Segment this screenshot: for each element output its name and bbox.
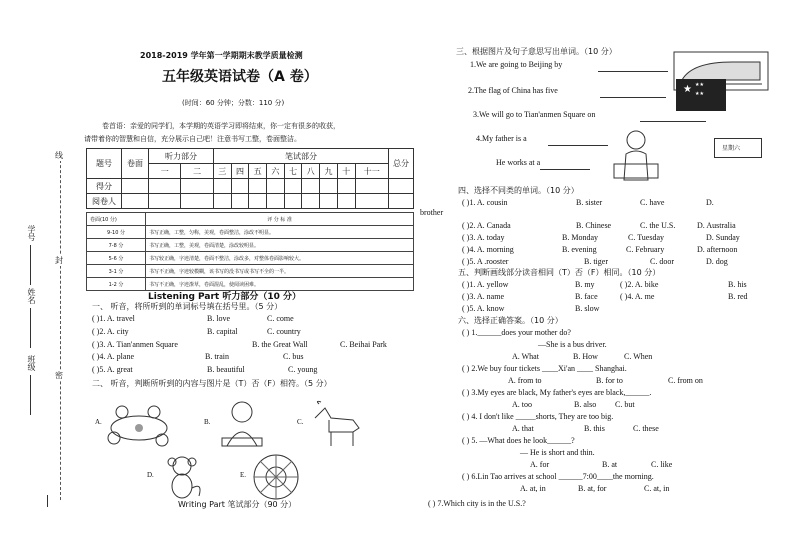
q5-item: ( )1. A. yellow <box>462 280 509 289</box>
class-label: 班级 <box>27 355 36 371</box>
q6-option: B. also <box>574 400 597 409</box>
family-dinner-picture <box>104 400 174 450</box>
q1-item-a: ( )5. A. great <box>92 365 133 374</box>
q6-option: B. this <box>584 424 605 433</box>
horse-picture <box>307 398 367 450</box>
reviewer-cell[interactable] <box>149 194 181 209</box>
q3-item: 1.We are going to Beijing by <box>470 60 563 69</box>
q2-picture-area <box>92 396 412 504</box>
score-cell[interactable] <box>284 179 302 194</box>
score-cell[interactable] <box>389 179 414 194</box>
rubric-desc: 书写正确，工整，美观，卷面清楚，涂改较明显。 <box>146 239 414 252</box>
rubric-score: 5-6 分 <box>87 252 146 265</box>
score-cell[interactable] <box>320 179 338 194</box>
q4-item-c: C. Tuesday <box>628 233 665 242</box>
reviewer-cell[interactable] <box>213 194 231 209</box>
writing-part-title: Writing Part 笔试部分（90 分） <box>178 500 297 509</box>
score-head-writing: 笔试部分 <box>213 149 388 164</box>
q5-item: B. red <box>728 292 748 301</box>
score-cell[interactable] <box>355 179 388 194</box>
q6-question: ( ) 2.We buy four tickets ____Xi'an ____ Shanghai. <box>462 364 627 373</box>
rubric-table <box>86 212 414 291</box>
q6-question: ( ) 4. I don't like _____shorts, They are too big. <box>462 412 614 421</box>
score-cell[interactable] <box>213 179 231 194</box>
svg-text:★★: ★★ <box>695 82 704 88</box>
calendar-picture <box>714 138 762 158</box>
reviewer-cell[interactable] <box>249 194 267 209</box>
q1-item-b: B. the Great Wall <box>252 340 308 349</box>
q6-option: B. at, for <box>578 484 607 493</box>
q6-question: ( ) 3.My eyes are black, My father's eyes are black,______. <box>462 388 652 397</box>
q6-option: A. at, in <box>520 484 546 493</box>
score-head-paper: 卷面 <box>122 149 149 179</box>
score-col: 二 <box>181 164 213 179</box>
pic-label: D. <box>147 471 154 479</box>
q6-answer-line: — He is short and thin. <box>520 448 595 457</box>
seal-char: 封 <box>55 256 63 265</box>
score-col: 五 <box>249 164 267 179</box>
q6-option: C. like <box>651 460 673 469</box>
q5-item: B. his <box>728 280 747 289</box>
score-cell[interactable] <box>267 179 285 194</box>
answer-blank[interactable] <box>600 97 666 98</box>
class-blank <box>30 375 31 415</box>
q1-item-a: ( )3. A. Tian'anmen Square <box>92 340 178 349</box>
q1-title: 一、 听音，将所听到的单词标号填在括号里。（5 分） <box>92 302 283 311</box>
svg-text:★: ★ <box>683 84 692 95</box>
score-cell[interactable] <box>181 179 213 194</box>
q6-option: A. that <box>512 424 534 433</box>
score-col: 九 <box>320 164 338 179</box>
q4-overflow-word: brother <box>420 208 444 217</box>
q1-item-c: C. bus <box>283 352 304 361</box>
q4-item-c: C. door <box>650 257 674 266</box>
rubric-head-left: 卷面(10 分) <box>87 213 146 226</box>
score-cell[interactable] <box>249 179 267 194</box>
reviewer-cell[interactable] <box>302 194 320 209</box>
q6-option: A. What <box>512 352 539 361</box>
name-label: 姓名 <box>27 288 36 304</box>
number-label: 学号 <box>27 225 36 241</box>
score-col: 三 <box>213 164 231 179</box>
reviewer-cell[interactable] <box>267 194 285 209</box>
q4-item-a: ( )3. A. today <box>462 233 505 242</box>
answer-blank[interactable] <box>548 145 608 146</box>
q6-option: A. too <box>512 400 532 409</box>
score-col: 七 <box>284 164 302 179</box>
q6-question: ( ) 5. —What does he look______? <box>462 436 575 445</box>
q6-option: A. from to <box>508 376 542 385</box>
reviewer-cell[interactable] <box>231 194 249 209</box>
china-flag-picture <box>675 78 727 112</box>
intro-line: 请带着你的智慧和自信，充分展示自己吧！注意书写工整，卷面整洁。 <box>84 135 301 143</box>
q1-item-b: B. capital <box>207 327 238 336</box>
q5-item: B. slow <box>575 304 600 313</box>
q5-item: B. face <box>575 292 598 301</box>
q4-item-d: D. dog <box>706 257 728 266</box>
q4-item-d: D. afternoon <box>697 245 738 254</box>
q1-item-b: B. love <box>207 314 231 323</box>
score-table <box>86 148 414 209</box>
q6-option: B. at <box>602 460 618 469</box>
exam-title: 2018-2019 学年第一学期期末教学质量检测 <box>140 51 303 60</box>
rubric-desc: 书写不正确，字迹潦草，卷面混乱，使阅读困难。 <box>146 278 414 291</box>
rubric-desc: 书写较正确，字迹清楚，卷面不整洁，涂改多，对整体卷面影响较大。 <box>146 252 414 265</box>
paper-title: 五年级英语试卷（A 卷） <box>162 69 318 85</box>
reviewer-cell[interactable] <box>181 194 213 209</box>
q3-title: 三、根据图片及句子意思写出单词。（10 分） <box>456 47 617 56</box>
rubric-score: 3-1 分 <box>87 265 146 278</box>
seal-line <box>60 150 62 500</box>
rubric-desc: 书写不正确，字迹较模糊，该书写的没书写或书写不全的一半。 <box>146 265 414 278</box>
q6-title: 六、选择正确答案。（10 分） <box>458 316 563 325</box>
score-head-total: 总分 <box>389 149 414 179</box>
q4-item-b: B. Monday <box>562 233 598 242</box>
score-col: 一 <box>149 164 181 179</box>
q1-item-c: C. come <box>267 314 294 323</box>
q6-answer-line: —She is a bus driver. <box>538 340 607 349</box>
q4-item-a: ( )1. A. cousin <box>462 198 508 207</box>
seal-char: 线 <box>55 151 63 160</box>
reviewer-cell[interactable] <box>355 194 388 209</box>
q4-title: 四、选择不同类的单词。（10 分） <box>458 186 579 195</box>
score-cell[interactable] <box>231 179 249 194</box>
q1-item-a: ( )1. A. travel <box>92 314 135 323</box>
q1-item-b: B. train <box>205 352 229 361</box>
reviewer-cell[interactable] <box>284 194 302 209</box>
rubric-desc: 书写正确，工整，匀称，美观，卷面整洁，涂改不明显。 <box>146 226 414 239</box>
listening-part-title: Listening Part 听力部分（10 分） <box>148 292 302 302</box>
q3-item: He works at a <box>496 158 541 167</box>
q6-option: B. How <box>573 352 598 361</box>
q5-title: 五、判断画线部分读音相同（T）否（F）相同。（10 分） <box>458 268 661 277</box>
q4-item-d: D. <box>706 198 714 207</box>
q3-item: 4.My father is a <box>476 134 527 143</box>
q5-item: ( )5. A. know <box>462 304 505 313</box>
q5-item: ( )2. A. bike <box>620 280 659 289</box>
q4-item-a: ( )5. A .rooster <box>462 257 509 266</box>
q4-item-b: B. tiger <box>584 257 608 266</box>
q6-option: C. at, in <box>644 484 670 493</box>
svg-text:★★: ★★ <box>695 91 704 97</box>
q1-item-a: ( )2. A. city <box>92 327 129 336</box>
number-blank <box>30 245 31 285</box>
q4-item-d: D. Sunday <box>706 233 740 242</box>
answer-blank[interactable] <box>640 121 706 122</box>
rubric-score: 9-10 分 <box>87 226 146 239</box>
score-col: 十 <box>337 164 355 179</box>
time-score: (时间：60 分钟；分数：110 分) <box>182 99 285 107</box>
q6-option: A. for <box>530 460 550 469</box>
score-col: 六 <box>267 164 285 179</box>
q4-item-b: B. Chinese <box>576 221 612 230</box>
q3-item: 3.We will go to Tian'anmen Square on <box>473 110 596 119</box>
pic-label: C. <box>297 418 304 426</box>
score-col: 八 <box>302 164 320 179</box>
q4-item-c: C. have <box>640 198 665 207</box>
monkey-picture <box>157 452 207 502</box>
q2-title: 二、 听音，判断所听到的内容与图片是（T）否（F）相符。（5 分） <box>92 379 332 388</box>
q1-item-b: B. beautiful <box>207 365 245 374</box>
q1-item-c: C. Beihai Park <box>340 340 387 349</box>
q4-item-c: C. the U.S. <box>640 221 676 230</box>
q4-item-c: C. February <box>626 245 665 254</box>
q6-question: ( ) 7.Which city is in the U.S.? <box>428 499 526 508</box>
score-row-label: 得分 <box>87 179 122 194</box>
reviewer-cell[interactable] <box>337 194 355 209</box>
q5-item: ( )4. A. me <box>620 292 655 301</box>
q6-option: C. these <box>633 424 659 433</box>
rubric-score: 7-8 分 <box>87 239 146 252</box>
q4-item-b: B. evening <box>562 245 597 254</box>
pic-label: E. <box>240 471 247 479</box>
q1-item-c: C. young <box>288 365 318 374</box>
q6-option: B. for to <box>596 376 623 385</box>
q4-item-a: ( )2. A. Canada <box>462 221 511 230</box>
seal-char: 密 <box>55 371 63 380</box>
score-cell[interactable] <box>149 179 181 194</box>
q4-item-b: B. sister <box>576 198 603 207</box>
pic-label: A. <box>95 418 102 426</box>
q3-item: 2.The flag of China has five <box>468 86 558 95</box>
score-cell[interactable] <box>302 179 320 194</box>
rubric-head-right: 评 分 标 准 <box>146 213 414 226</box>
bus-driver-picture <box>612 128 660 184</box>
score-head-topic: 题号 <box>87 149 122 179</box>
score-col: 十一 <box>355 164 388 179</box>
reviewer-row-label: 阅卷人 <box>87 194 122 209</box>
q4-item-a: ( )4. A. morning <box>462 245 514 254</box>
intro-line: 卷首语：亲爱的同学们，本学期的英语学习即将结束，你一定有很多的收获， <box>102 122 340 130</box>
q6-option: C. but <box>615 400 635 409</box>
calendar-text: 星期六 <box>722 145 741 152</box>
q6-question: ( ) 1.______does your mother do? <box>462 328 571 337</box>
score-col: 四 <box>231 164 249 179</box>
q4-item-d: D. Australia <box>697 221 736 230</box>
score-cell[interactable] <box>122 179 149 194</box>
reviewer-cell[interactable] <box>320 194 338 209</box>
reviewer-cell[interactable] <box>389 194 414 209</box>
name-blank <box>30 308 31 348</box>
answer-blank[interactable] <box>598 71 668 72</box>
pic-label: B. <box>204 418 211 426</box>
score-cell[interactable] <box>337 179 355 194</box>
q6-option: C. from on <box>668 376 703 385</box>
reviewer-cell[interactable] <box>122 194 149 209</box>
q1-item-a: ( )4. A. plane <box>92 352 134 361</box>
q5-item: ( )3. A. name <box>462 292 504 301</box>
margin-tick <box>47 495 48 507</box>
zodiac-wheel-picture <box>250 452 302 502</box>
rubric-score: 1-2 分 <box>87 278 146 291</box>
q6-question: ( ) 6.Lin Tao arrives at school ______7:00____the morning. <box>462 472 654 481</box>
score-head-listening: 听力部分 <box>149 149 214 164</box>
q1-item-c: C. country <box>267 327 301 336</box>
q6-option: C. When <box>624 352 653 361</box>
grandma-picture <box>217 398 267 450</box>
q5-item: B. my <box>575 280 595 289</box>
answer-blank[interactable] <box>540 169 590 170</box>
